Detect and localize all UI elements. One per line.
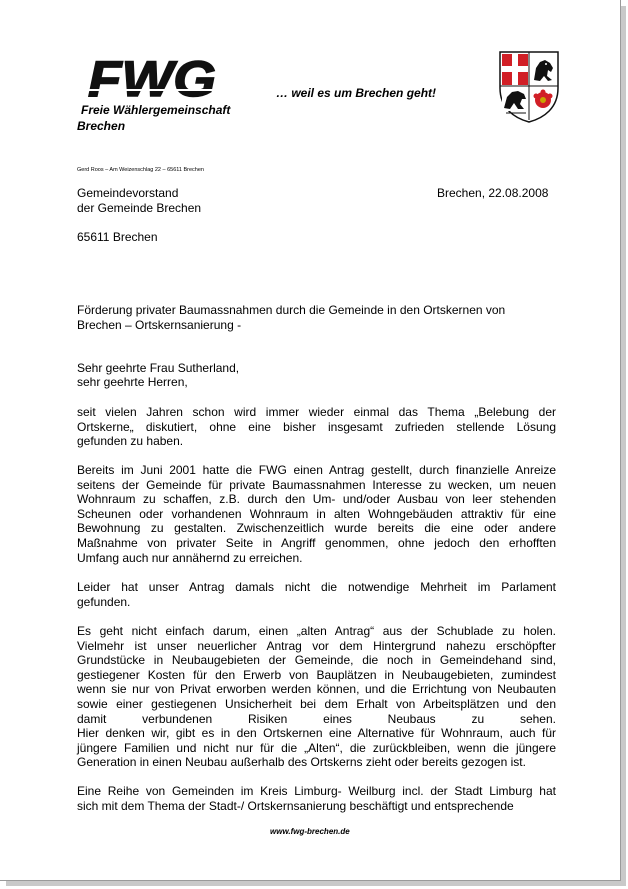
paragraph-line: Umfang auch nur annähernd zu erreichen.	[77, 550, 303, 565]
body-paragraph-3	[77, 580, 556, 609]
paragraph-line: Bewohnung zu gestalten. Zwischenzeitlich wurde bereits die eine oder andere	[77, 521, 556, 536]
paragraph-line: gefunden.	[77, 594, 131, 609]
paragraph-line: Generation in einen Neubau außerhalb des Ortskerns zieht oder bereits gezogen ist.	[77, 755, 526, 770]
paragraph-line: sich mit dem Thema der Stadt-/ Ortskernsanierung beschäftigt und entsprechende	[77, 798, 514, 813]
page-shadow-right	[621, 6, 626, 884]
subject-line1: Förderung privater Baumassnahmen durch die Gemeinde in den Ortskernen von	[77, 303, 506, 317]
logo-subtitle-line2: Brechen	[77, 119, 126, 133]
fwg-logo-text: FWG	[88, 52, 216, 102]
paragraph-line: Es geht nicht einfach darum, einen „alten Antrag“ aus der Schublade zu holen.	[77, 624, 556, 638]
place-date: Brechen, 22.08.2008	[437, 186, 549, 200]
paragraph-line: Bereits im Juni 2001 hatte die FWG einen Antrag gestellt, durch finanzielle Anreize	[77, 463, 556, 477]
paragraph-line: Wohnraum zu schaffen, z.B. durch den Um- und/oder Ausbau von leer stehenden	[77, 492, 556, 507]
logo-subtitle-line1: Freie Wählergemeinschaft	[81, 103, 231, 117]
page-shadow-bottom	[6, 881, 626, 886]
sender-address-line: Gerd Roos – Am Weizenschlag 22 – 65611 Brechen	[77, 167, 204, 173]
paragraph-line: jüngere Familien und nicht nur für die „Alten“, die zurückbleiben, wenn die jüngere	[77, 740, 556, 755]
paragraph-line: Ortskerne„ diskutiert, ohne eine bisher insgesamt zufrieden stellende Lösung	[77, 419, 556, 434]
salutation-line1: Sehr geehrte Frau Sutherland,	[77, 361, 240, 375]
paragraph-line: Vielmehr ist unser neuerlicher Antrag vor dem Hintergrund nahezu erschöpfter	[77, 638, 556, 653]
paragraph-line: seitens der Gemeinde für private Baumassnahmen Interesse zu wecken, um neuen	[77, 477, 556, 492]
paragraph-line: damit verbundenen Risiken eines Neubaus zu sehen.	[77, 711, 556, 726]
recipient-line1: Gemeindevorstand	[77, 186, 179, 200]
paragraph-line: wenn sie nur von Privat erworben werden können, und die Errichtung von Neubauten	[77, 682, 556, 697]
recipient-city: 65611 Brechen	[77, 230, 158, 244]
paragraph-line: Leider hat unser Antrag damals nicht die notwendige Mehrheit im Parlament	[77, 580, 556, 594]
fwg-logo	[84, 52, 224, 102]
coat-of-arms-icon	[498, 50, 560, 124]
body-paragraph-1	[77, 405, 556, 449]
paragraph-line: Grundstücke in Neubaugebieten der Gemeinde, die noch in Gemeindehand sind,	[77, 653, 556, 668]
body-paragraph-2	[77, 463, 556, 565]
paragraph-line: gestiegener Kosten für den Erwerb von Bauplätzen in Neubaugebieten, zumindest	[77, 667, 556, 682]
paragraph-line: Maßnahme von privater Seite in Angriff genommen, ohne jedoch den erhofften	[77, 535, 556, 550]
paragraph-line: gefunden zu haben.	[77, 434, 184, 449]
body-paragraph-5	[77, 784, 556, 813]
paragraph-line: Scheunen oder vorhandenen Wohnraum in alten Wohngebäuden attraktiv für eine	[77, 506, 556, 521]
paragraph-line: sowie einer gestiegenen Unsicherheit bei dem Erhalt von Arbeitsplätzen und den	[77, 696, 556, 711]
paragraph-line: seit vielen Jahren schon wird immer wieder einmal das Thema „Belebung der	[77, 405, 556, 419]
paragraph-line: Eine Reihe von Gemeinden im Kreis Limburg- Weilburg incl. der Stadt Limburg hat	[77, 784, 556, 798]
subject-line2: Brechen – Ortskernsanierung -	[77, 318, 242, 332]
website-footer: www.fwg-brechen.de	[270, 827, 350, 836]
body-paragraph-4	[77, 624, 556, 770]
recipient-line2: der Gemeinde Brechen	[77, 201, 202, 215]
slogan: … weil es um Brechen geht!	[276, 86, 437, 100]
paragraph-line: Hier denken wir, gibt es in den Ortskernen eine Alternative für Wohnraum, auch für	[77, 726, 556, 741]
salutation-line2: sehr geehrte Herren,	[77, 375, 188, 389]
